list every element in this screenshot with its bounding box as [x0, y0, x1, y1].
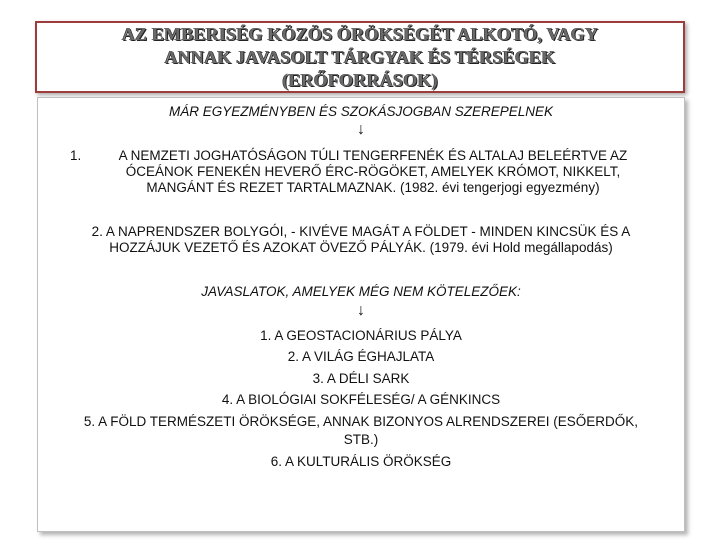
title-line-1: AZ EMBERISÉG KÖZÖS ÖRÖKSÉGÉT ALKOTÓ, VAGY	[121, 23, 599, 44]
section1-heading: MÁR EGYEZMÉNYBEN ÉS SZOKÁSJOGBAN SZEREPELNEK	[168, 104, 554, 119]
item1-line-3: MANGÁNT ÉS REZET TARTALMAZNAK. (1982. évi tengerjogi egyezmény)	[146, 180, 600, 195]
proposal-item-1: 1. A GEOSTACIONÁRIUS PÁLYA	[260, 328, 462, 343]
item2-line-2: HOZZÁJUK VEZETŐ ÉS AZOKAT ÖVEZŐ PÁLYÁK. (1979. évi Hold megállapodás)	[109, 240, 613, 255]
proposal-item-3: 3. A DÉLI SARK	[312, 371, 410, 386]
item1-line-1: A NEMZETI JOGHATÓSÁGON TÚLI TENGERFENÉK ÉS ALTALAJ BELEÉRTVE AZ	[118, 148, 628, 163]
proposal-item-5-cont: STB.)	[343, 432, 379, 447]
title-box	[35, 21, 685, 93]
down-arrow-icon: ↓	[357, 121, 365, 138]
proposal-item-5: 5. A FÖLD TERMÉSZETI ÖRÖKSÉGE, ANNAK BIZONYOS ALRENDSZEREI (ESŐERDŐK,	[83, 414, 639, 429]
item1-number: 1.	[70, 148, 82, 163]
proposal-item-6: 6. A KULTURÁLIS ÖRÖKSÉG	[270, 454, 452, 469]
item2-line-1: 2. A NAPRENDSZER BOLYGÓI, - KIVÉVE MAGÁT A FÖLDET - MINDEN KINCSÜK ÉS A	[91, 224, 631, 239]
proposal-item-4: 4. A BIOLÓGIAI SOKFÉLESÉG/ A GÉNKINCS	[221, 392, 501, 407]
item1-line-2: ÓCEÁNOK FENEKÉN HEVERŐ ÉRC-RÖGÖKET, AMELYEK KRÓMOT, NIKKELT,	[125, 164, 621, 179]
section2-heading: JAVASLATOK, AMELYEK MÉG NEM KÖTELEZŐEK:	[201, 284, 521, 299]
title-line-2: ANNAK JAVASOLT TÁRGYAK ÉS TÉRSÉGEK	[164, 46, 556, 67]
down-arrow-icon-2: ↓	[357, 302, 365, 319]
content-box	[37, 97, 685, 532]
title-line-3: (ERŐFORRÁSOK)	[282, 69, 438, 90]
proposal-item-2: 2. A VILÁG ÉGHAJLATA	[287, 349, 435, 364]
